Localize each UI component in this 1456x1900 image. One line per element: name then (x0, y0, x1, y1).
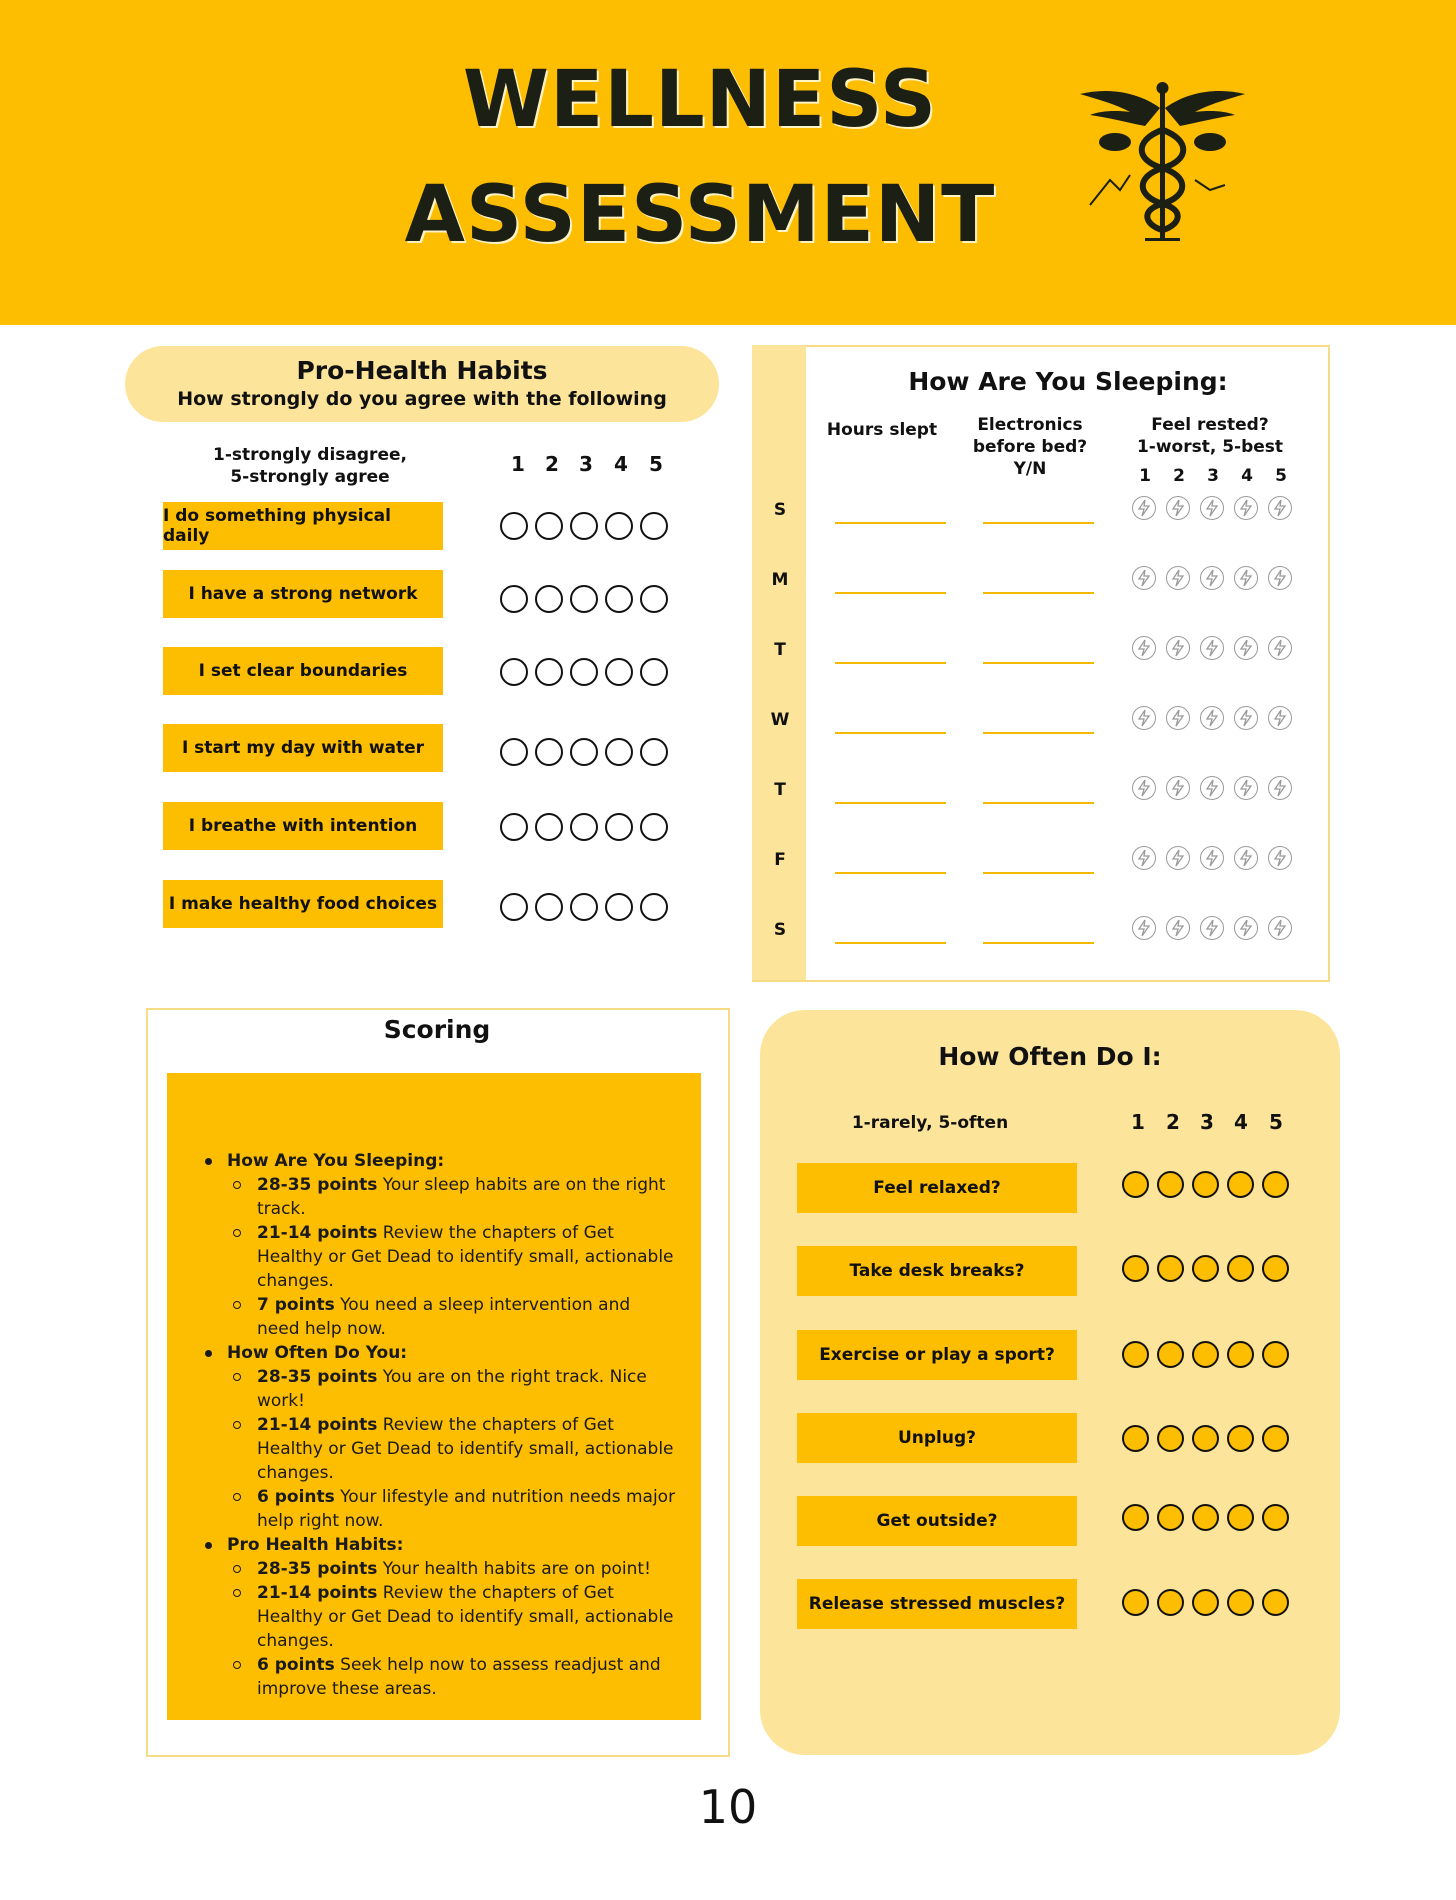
scoring-section-heading: How Often Do You: (197, 1341, 677, 1365)
scale-number: 3 (579, 452, 593, 476)
rating-circle[interactable] (640, 585, 668, 613)
scale-number: 3 (1200, 1110, 1214, 1134)
scoring-section-heading: Pro Health Habits: (197, 1533, 677, 1557)
feel-rested-header (1120, 414, 1300, 458)
electronics-line[interactable] (983, 592, 1094, 594)
scoring-description: You need a sleep intervention and need help now. (257, 1295, 631, 1339)
rating-circle[interactable] (1227, 1171, 1254, 1198)
scoring-title: Scoring (383, 1015, 491, 1044)
scoring-description: You are on the right track. Nice work! (257, 1367, 647, 1411)
feel-rested-header-line: Feel rested? (1151, 415, 1269, 435)
scoring-points: 21-14 points (257, 1223, 378, 1243)
scoring-description: Seek help now to assess readjust and improve these areas. (257, 1655, 661, 1699)
lightning-bolt-icon[interactable] (1200, 636, 1224, 660)
lightning-bolt-icon[interactable] (1132, 496, 1156, 520)
habit-label: I have a strong network (163, 570, 443, 618)
scoring-description: Your health habits are on point! (377, 1559, 651, 1579)
feel-rested-header-line: 1-worst, 5-best (1136, 437, 1284, 457)
rating-circle[interactable] (640, 813, 668, 841)
lightning-bolt-icon[interactable] (1166, 496, 1190, 520)
hours-slept-line[interactable] (835, 662, 946, 664)
hours-slept-line[interactable] (835, 942, 946, 944)
rating-circle[interactable] (1157, 1255, 1184, 1282)
rating-circle[interactable] (1122, 1341, 1149, 1368)
how-often-label: Unplug? (797, 1413, 1077, 1463)
rating-circle[interactable] (535, 658, 563, 686)
sleep-day-strip (752, 345, 806, 980)
lightning-bolt-icon[interactable] (1132, 566, 1156, 590)
rating-circle[interactable] (640, 738, 668, 766)
scoring-points: 6 points (257, 1655, 335, 1675)
rating-circle[interactable] (535, 512, 563, 540)
rating-circle[interactable] (605, 893, 633, 921)
scale-number: 2 (545, 452, 559, 476)
scale-number: 2 (1166, 1110, 1180, 1134)
rating-circle[interactable] (1262, 1425, 1289, 1452)
hours-slept-line[interactable] (835, 592, 946, 594)
sleep-title: How Are You Sleeping: (908, 367, 1228, 396)
lightning-bolt-icon[interactable] (1132, 636, 1156, 660)
scale-number: 1 (511, 452, 525, 476)
scale-number: 5 (1269, 1110, 1283, 1134)
rating-circle[interactable] (570, 512, 598, 540)
scoring-item (197, 1293, 677, 1341)
scoring-item (197, 1221, 677, 1293)
lightning-bolt-icon[interactable] (1132, 846, 1156, 870)
rating-circle[interactable] (1157, 1589, 1184, 1616)
pro-health-subtitle: How strongly do you agree with the following (177, 388, 667, 410)
electronics-line[interactable] (983, 732, 1094, 734)
scoring-item (197, 1365, 677, 1413)
scoring-section-heading: How Are You Sleeping: (197, 1149, 677, 1173)
rating-circle[interactable] (570, 813, 598, 841)
scoring-description: Review the chapters of Get Healthy or Get Dead to identify small, actionable changes. (257, 1415, 674, 1483)
electronics-header-line: Y/N (1013, 459, 1047, 479)
lightning-bolt-icon[interactable] (1234, 776, 1258, 800)
lightning-bolt-icon[interactable] (1200, 776, 1224, 800)
scoring-list (197, 1149, 677, 1701)
electronics-line[interactable] (983, 802, 1094, 804)
title-line-1: WELLNESS (462, 55, 938, 145)
rating-circle[interactable] (1192, 1589, 1219, 1616)
day-label: W (770, 710, 790, 730)
lightning-bolt-icon[interactable] (1200, 496, 1224, 520)
rating-circle[interactable] (640, 512, 668, 540)
rating-circle[interactable] (605, 738, 633, 766)
lightning-bolt-icon[interactable] (1200, 706, 1224, 730)
habit-label: I do something physical daily (163, 502, 443, 550)
hours-slept-line[interactable] (835, 522, 946, 524)
rating-circle[interactable] (605, 658, 633, 686)
how-often-label: Release stressed muscles? (797, 1579, 1077, 1629)
rating-circle[interactable] (1227, 1341, 1254, 1368)
scoring-item (197, 1653, 677, 1701)
legend-line-2: 5-strongly agree (230, 467, 390, 487)
scoring-description: Review the chapters of Get Healthy or Get Dead to identify small, actionable changes. (257, 1223, 674, 1291)
rating-circle[interactable] (605, 813, 633, 841)
rating-circle[interactable] (570, 658, 598, 686)
scoring-points: 21-14 points (257, 1415, 378, 1435)
how-often-title: How Often Do I: (938, 1042, 1162, 1071)
day-label: S (773, 500, 787, 520)
title-line-2: ASSESSMENT (404, 170, 996, 260)
lightning-bolt-icon[interactable] (1234, 846, 1258, 870)
lightning-bolt-icon[interactable] (1234, 636, 1258, 660)
how-often-label: Get outside? (797, 1496, 1077, 1546)
scoring-description: Your lifestyle and nutrition needs major help right now. (257, 1487, 676, 1531)
hours-slept-line[interactable] (835, 802, 946, 804)
scoring-item (197, 1581, 677, 1653)
lightning-bolt-icon[interactable] (1268, 776, 1292, 800)
lightning-bolt-icon[interactable] (1234, 566, 1258, 590)
rating-circle[interactable] (1122, 1171, 1149, 1198)
scoring-item (197, 1173, 677, 1221)
lightning-bolt-icon[interactable] (1200, 916, 1224, 940)
rating-circle[interactable] (1192, 1504, 1219, 1531)
lightning-bolt-icon[interactable] (1132, 706, 1156, 730)
rating-circle[interactable] (1122, 1255, 1149, 1282)
scale-number: 2 (1173, 466, 1185, 486)
scale-number: 1 (1139, 466, 1151, 486)
lightning-bolt-icon[interactable] (1166, 846, 1190, 870)
rating-circle[interactable] (1122, 1589, 1149, 1616)
scale-number: 3 (1207, 466, 1219, 486)
habit-label: I make healthy food choices (163, 880, 443, 928)
lightning-bolt-icon[interactable] (1268, 566, 1292, 590)
scale-number: 4 (614, 452, 628, 476)
rating-circle[interactable] (570, 893, 598, 921)
scoring-points: 28-35 points (257, 1175, 378, 1195)
scale-number: 4 (1234, 1110, 1248, 1134)
electronics-line[interactable] (983, 662, 1094, 664)
scoring-points: 6 points (257, 1487, 335, 1507)
rating-circle[interactable] (1122, 1504, 1149, 1531)
scoring-points: 28-35 points (257, 1367, 378, 1387)
rating-circle[interactable] (570, 738, 598, 766)
lightning-bolt-icon[interactable] (1268, 636, 1292, 660)
legend-line-1: 1-strongly disagree, (213, 445, 407, 465)
rating-circle[interactable] (1192, 1341, 1219, 1368)
lightning-bolt-icon[interactable] (1268, 846, 1292, 870)
rating-circle[interactable] (535, 813, 563, 841)
how-often-label: Exercise or play a sport? (797, 1330, 1077, 1380)
lightning-bolt-icon[interactable] (1268, 706, 1292, 730)
rating-circle[interactable] (1227, 1425, 1254, 1452)
scoring-item (197, 1485, 677, 1533)
scoring-description: Review the chapters of Get Healthy or Get Dead to identify small, actionable changes. (257, 1583, 674, 1651)
scoring-points: 7 points (257, 1295, 335, 1315)
rating-circle[interactable] (500, 585, 528, 613)
rating-circle[interactable] (1157, 1171, 1184, 1198)
lightning-bolt-icon[interactable] (1166, 776, 1190, 800)
day-label: T (774, 780, 786, 800)
scoring-points: 21-14 points (257, 1583, 378, 1603)
rating-circle[interactable] (535, 893, 563, 921)
lightning-bolt-icon[interactable] (1166, 636, 1190, 660)
habit-label: I start my day with water (163, 724, 443, 772)
rating-circle[interactable] (1262, 1255, 1289, 1282)
lightning-bolt-icon[interactable] (1132, 776, 1156, 800)
scoring-item (197, 1557, 677, 1581)
rating-circle[interactable] (1227, 1504, 1254, 1531)
scoring-description: Your sleep habits are on the right track. (257, 1175, 666, 1219)
electronics-line[interactable] (983, 872, 1094, 874)
hours-slept-line[interactable] (835, 872, 946, 874)
rating-circle[interactable] (500, 813, 528, 841)
rating-circle[interactable] (1262, 1504, 1289, 1531)
day-label: F (774, 850, 786, 870)
scoring-points: 28-35 points (257, 1559, 378, 1579)
scale-number: 5 (649, 452, 663, 476)
lightning-bolt-icon[interactable] (1166, 916, 1190, 940)
lightning-bolt-icon[interactable] (1132, 916, 1156, 940)
lightning-bolt-icon[interactable] (1166, 706, 1190, 730)
rating-circle[interactable] (1157, 1425, 1184, 1452)
rating-circle[interactable] (1227, 1589, 1254, 1616)
rating-circle[interactable] (500, 512, 528, 540)
hours-slept-header: Hours slept (826, 420, 938, 440)
electronics-header-line: Electronics (977, 415, 1083, 435)
rating-circle[interactable] (1157, 1504, 1184, 1531)
lightning-bolt-icon[interactable] (1234, 706, 1258, 730)
rating-circle[interactable] (1227, 1255, 1254, 1282)
caduceus-icon (1075, 80, 1250, 250)
rating-circle[interactable] (1192, 1425, 1219, 1452)
page-number: 10 (698, 1780, 758, 1834)
pro-health-header (125, 346, 719, 422)
rating-circle[interactable] (500, 738, 528, 766)
electronics-header-line: before bed? (972, 437, 1088, 457)
habit-label: I breathe with intention (163, 802, 443, 850)
scale-number: 4 (1241, 466, 1253, 486)
scoring-panel (167, 1073, 701, 1720)
how-often-legend: 1-rarely, 5-often (851, 1113, 1009, 1133)
rating-circle[interactable] (1262, 1171, 1289, 1198)
scale-number: 1 (1131, 1110, 1145, 1134)
how-often-label: Feel relaxed? (797, 1163, 1077, 1213)
lightning-bolt-icon[interactable] (1268, 496, 1292, 520)
lightning-bolt-icon[interactable] (1234, 496, 1258, 520)
lightning-bolt-icon[interactable] (1200, 846, 1224, 870)
rating-circle[interactable] (1192, 1255, 1219, 1282)
rating-circle[interactable] (640, 658, 668, 686)
rating-circle[interactable] (570, 585, 598, 613)
rating-circle[interactable] (500, 893, 528, 921)
electronics-line[interactable] (983, 522, 1094, 524)
electronics-header (960, 414, 1100, 480)
how-often-label: Take desk breaks? (797, 1246, 1077, 1296)
habit-label: I set clear boundaries (163, 647, 443, 695)
day-label: T (774, 640, 786, 660)
rating-circle[interactable] (640, 893, 668, 921)
rating-circle[interactable] (500, 658, 528, 686)
rating-circle[interactable] (605, 585, 633, 613)
rating-circle[interactable] (1122, 1425, 1149, 1452)
day-label: S (773, 920, 787, 940)
pro-health-legend (190, 444, 430, 488)
rating-circle[interactable] (1262, 1341, 1289, 1368)
pro-health-title: Pro-Health Habits (296, 356, 548, 385)
lightning-bolt-icon[interactable] (1234, 916, 1258, 940)
day-label: M (771, 570, 789, 590)
rating-circle[interactable] (1192, 1171, 1219, 1198)
rating-circle[interactable] (1262, 1589, 1289, 1616)
rating-circle[interactable] (535, 585, 563, 613)
scale-number: 5 (1275, 466, 1287, 486)
lightning-bolt-icon[interactable] (1268, 916, 1292, 940)
electronics-line[interactable] (983, 942, 1094, 944)
rating-circle[interactable] (605, 512, 633, 540)
scoring-item (197, 1413, 677, 1485)
lightning-bolt-icon[interactable] (1166, 566, 1190, 590)
rating-circle[interactable] (1157, 1341, 1184, 1368)
hours-slept-line[interactable] (835, 732, 946, 734)
rating-circle[interactable] (535, 738, 563, 766)
lightning-bolt-icon[interactable] (1200, 566, 1224, 590)
